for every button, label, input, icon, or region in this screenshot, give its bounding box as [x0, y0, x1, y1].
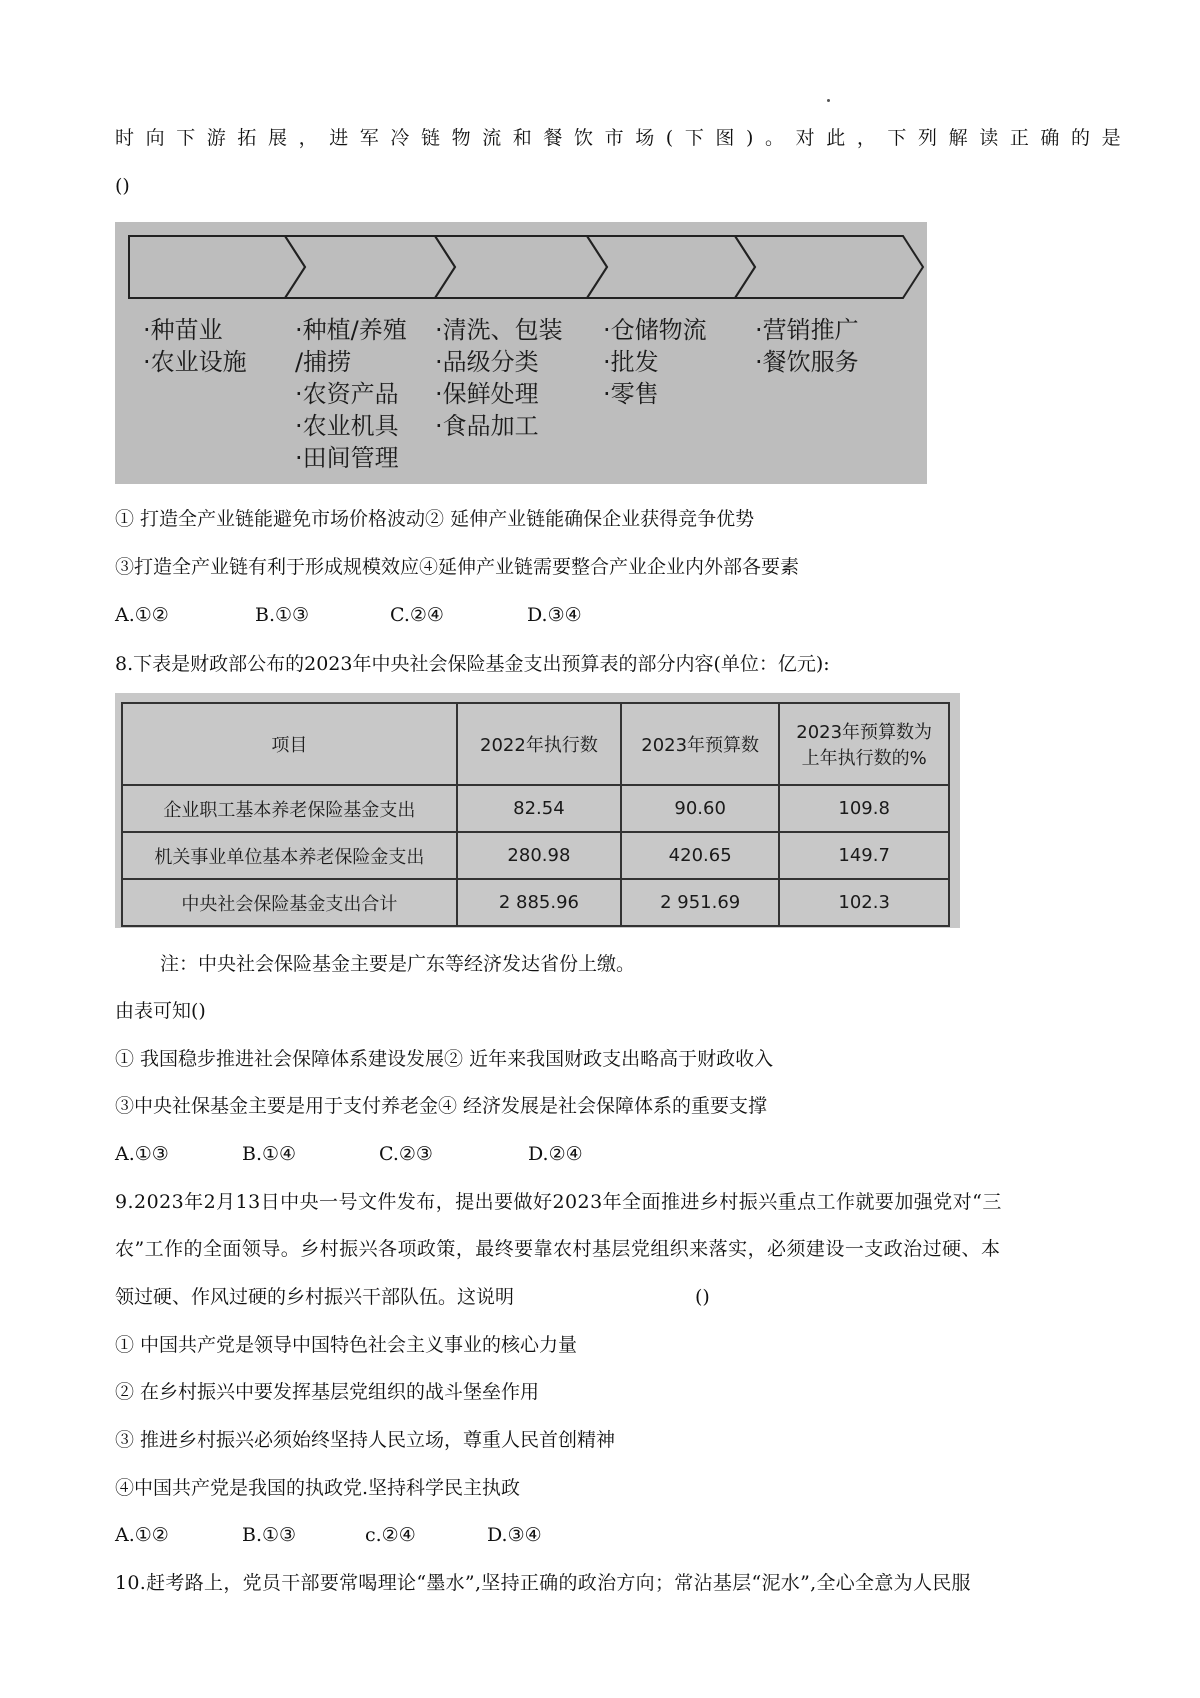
q9-stem-line1: 9.2023年2月13日中央一号文件发布，提出要做好2023年全面推进乡村振兴重点工作就要加强党对“三	[115, 1191, 1002, 1213]
industry-chain-figure	[115, 222, 927, 484]
q9-options	[115, 1521, 542, 1549]
table-cell: 82.54	[457, 785, 621, 832]
chain-item: ·种植/养殖	[295, 316, 407, 344]
header-line: 上年执行数的%	[801, 748, 927, 769]
chain-stage-3	[435, 314, 563, 442]
chain-item: ·农业设施	[143, 348, 247, 376]
chain-item: ·农业机具	[295, 412, 399, 440]
q9-option-a[interactable]: A.①②	[115, 1524, 169, 1546]
chain-item: ·保鲜处理	[435, 380, 539, 408]
table-cell: 机关事业单位基本养老保险金支出	[122, 832, 457, 879]
chain-item: ·种苗业	[143, 316, 223, 344]
q9-statement-3: ③ 推进乡村振兴必须始终坚持人民立场，尊重人民首创精神	[115, 1429, 616, 1451]
table-header-cell: 2022年执行数	[457, 703, 621, 785]
q9-statement-2: ② 在乡村振兴中要发挥基层党组织的战斗堡垒作用	[115, 1381, 540, 1403]
fund-table	[121, 702, 950, 927]
q9-option-b[interactable]: B.①③	[242, 1524, 297, 1546]
table-header-cell: 项目	[122, 703, 457, 785]
chain-item: ·清洗、包装	[435, 316, 563, 344]
chain-item: ·食品加工	[435, 412, 539, 440]
q7-statements-line1: ① 打造全产业链能避免市场价格波动② 延伸产业链能确保企业获得竞争优势	[115, 508, 755, 530]
q9-answer-paren: ()	[695, 1286, 710, 1308]
q9-stem-line2: 农”工作的全面领导。乡村振兴各项政策，最终要靠农村基层党组织来落实，必须建设一支政治过硬、本	[115, 1238, 1001, 1260]
q7-option-a[interactable]: A.①②	[115, 604, 169, 626]
chain-stage-1	[143, 314, 247, 378]
table-cell: 149.7	[779, 832, 949, 879]
fund-table-figure	[115, 693, 960, 928]
chain-arrow-1	[129, 236, 305, 298]
table-row	[122, 832, 949, 879]
q8-option-b[interactable]: B.①④	[242, 1143, 297, 1165]
q7-option-b[interactable]: B.①③	[255, 604, 310, 626]
table-cell: 109.8	[779, 785, 949, 832]
q8-question: 由表可知()	[115, 1000, 206, 1022]
q7-options	[115, 601, 582, 629]
q8-statements-line1: ① 我国稳步推进社会保障体系建设发展② 近年来我国财政支出略高于财政收入	[115, 1048, 774, 1070]
q7-statements-line2: ③打造全产业链有利于形成规模效应④延伸产业链需要整合产业企业内外部各要素	[115, 556, 800, 578]
table-header-row	[122, 703, 949, 785]
chain-stage-5	[755, 314, 859, 378]
chain-arrow-3	[435, 236, 607, 298]
q10-stem-line1: 10.赶考路上，党员干部要常喝理论“墨水”,坚持正确的政治方向；常沾基层“泥水”,全心全意为人民服	[115, 1572, 971, 1594]
chain-arrow-2	[285, 236, 455, 298]
q9-option-c[interactable]: c.②④	[365, 1524, 416, 1546]
q7-stem-line2: ()	[115, 175, 130, 197]
chain-stage-2	[295, 314, 407, 474]
chain-arrow-4	[587, 236, 755, 298]
chain-item: ·餐饮服务	[755, 348, 859, 376]
q7-option-d[interactable]: D.③④	[527, 604, 582, 626]
table-row	[122, 785, 949, 832]
scan-speck	[827, 99, 830, 102]
chain-arrow-5	[735, 236, 923, 298]
table-header-cell: 2023年预算数	[621, 703, 779, 785]
q8-options	[115, 1140, 583, 1168]
chain-item: ·零售	[603, 380, 659, 408]
table-cell: 420.65	[621, 832, 779, 879]
chain-stage-4	[603, 314, 707, 410]
q8-note: 注：中央社会保险基金主要是广东等经济发达省份上缴。	[160, 953, 636, 975]
q8-statements-line2: ③中央社保基金主要是用于支付养老金④ 经济发展是社会保障体系的重要支撑	[115, 1095, 768, 1117]
table-cell: 280.98	[457, 832, 621, 879]
q7-stem-line1: 时向下游拓展，进军冷链物流和餐饮市场(下图)。对此，下列解读正确的是	[115, 127, 1133, 149]
table-header-cell	[779, 703, 949, 785]
q9-statement-4: ④中国共产党是我国的执政党.坚持科学民主执政	[115, 1477, 521, 1499]
chain-item: ·品级分类	[435, 348, 539, 376]
table-cell: 2 885.96	[457, 879, 621, 926]
chain-item: ·田间管理	[295, 444, 399, 472]
header-line: 2023年预算数为	[796, 722, 933, 743]
chain-item: ·批发	[603, 348, 659, 376]
table-cell: 90.60	[621, 785, 779, 832]
q9-stem-line3: 领过硬、作风过硬的乡村振兴干部队伍。这说明	[115, 1286, 515, 1308]
chain-item: ·仓储物流	[603, 316, 707, 344]
q8-stem: 8.下表是财政部公布的2023年中央社会保险基金支出预算表的部分内容(单位：亿元):	[115, 653, 830, 675]
table-cell: 102.3	[779, 879, 949, 926]
chain-item: ·营销推广	[755, 316, 859, 344]
chain-item: /捕捞	[295, 348, 352, 376]
q8-option-c[interactable]: C.②③	[379, 1143, 433, 1165]
table-cell: 2 951.69	[621, 879, 779, 926]
table-cell: 中央社会保险基金支出合计	[122, 879, 457, 926]
q9-statement-1: ① 中国共产党是领导中国特色社会主义事业的核心力量	[115, 1334, 578, 1356]
table-row	[122, 879, 949, 926]
table-cell: 企业职工基本养老保险基金支出	[122, 785, 457, 832]
q7-option-c[interactable]: C.②④	[390, 604, 444, 626]
q8-option-d[interactable]: D.②④	[528, 1143, 583, 1165]
chain-item: ·农资产品	[295, 380, 399, 408]
q9-option-d[interactable]: D.③④	[487, 1524, 542, 1546]
q8-option-a[interactable]: A.①③	[115, 1143, 169, 1165]
